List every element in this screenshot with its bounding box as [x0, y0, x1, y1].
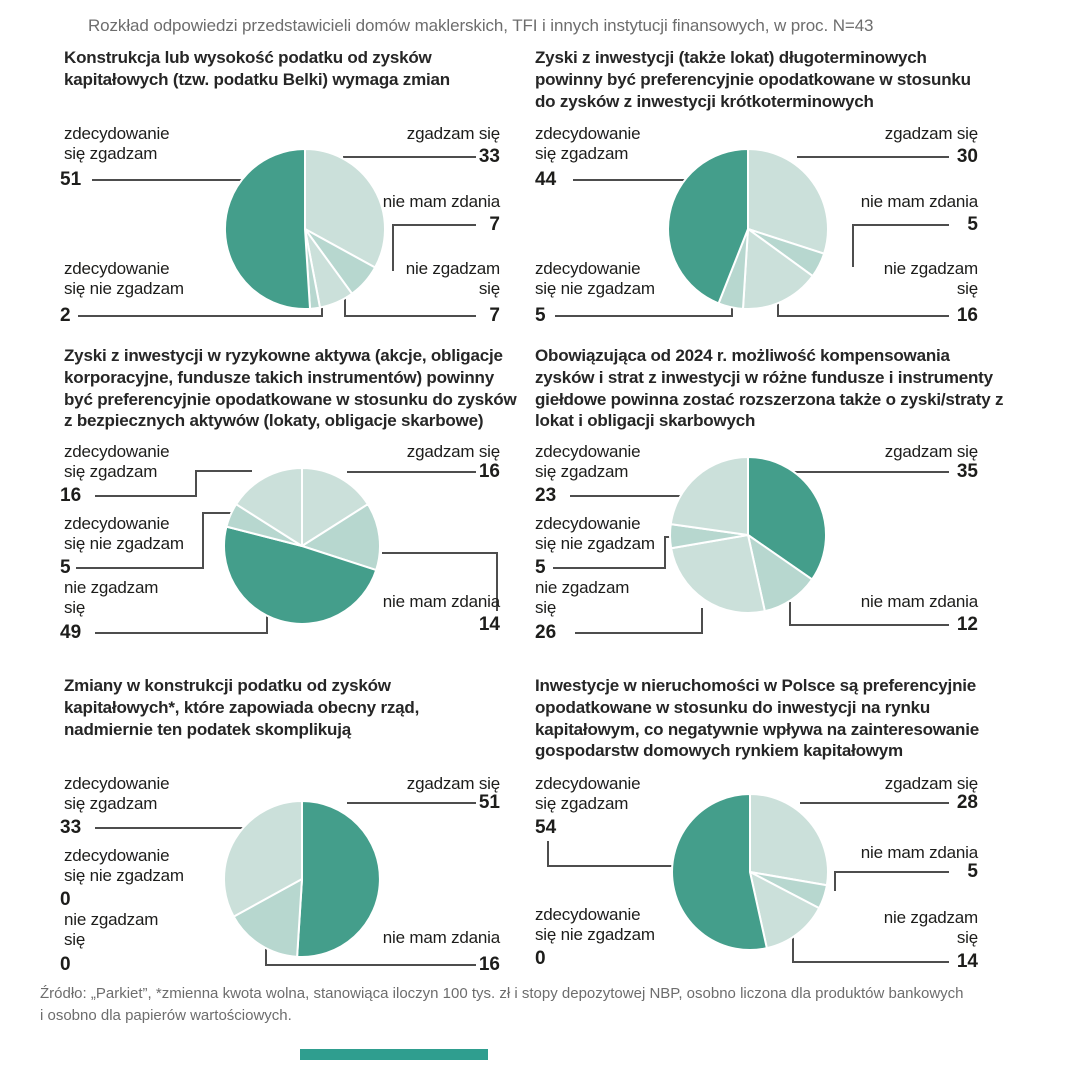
label-strongly-disagree: zdecydowanie się nie zgadzam — [535, 905, 655, 945]
pie-slice — [750, 794, 828, 885]
label-no-opinion: nie mam zdania — [382, 592, 500, 611]
label-disagree: nie zgadzam się — [64, 578, 159, 618]
value-agree: 28 — [956, 792, 978, 813]
pie-chart — [672, 794, 828, 950]
value-strongly-agree: 44 — [535, 169, 557, 190]
value-strongly-disagree: 0 — [535, 948, 546, 969]
chart-title: Konstrukcja lub wysokość podatku od zysków kapitałowych (tzw. podatku Belki) wymaga zmian — [64, 48, 450, 89]
value-strongly-agree: 54 — [535, 817, 557, 838]
label-disagree: nie zgadzam się — [405, 259, 500, 299]
pie-chart — [224, 801, 380, 957]
pie-slice — [225, 149, 310, 309]
chart-subtitle: Rozkład odpowiedzi przedstawicieli domów maklerskich, TFI i innych instytucji finansowych, w proc. N=43 — [88, 16, 874, 35]
label-agree: zgadzam się — [884, 124, 978, 143]
value-disagree: 0 — [60, 954, 71, 975]
label-strongly-disagree: zdecydowanie się nie zgadzam — [64, 846, 184, 886]
label-agree: zgadzam się — [406, 124, 500, 143]
source-note-line1: Źródło: „Parkiet”, *zmienna kwota wolna, stanowiąca iloczyn 100 tys. zł i stopy depozytowej NBP, osobno liczona dla produktów bankowych — [40, 985, 964, 1002]
chart-block-1 — [40, 45, 520, 345]
value-agree: 33 — [478, 146, 500, 167]
chart-block-5 — [40, 675, 520, 1005]
leader-line — [555, 298, 732, 316]
chart-block-3 — [40, 345, 520, 665]
chart-title: Zmiany w konstrukcji podatku od zysków kapitałowych*, które zapowiada obecny rząd, nadmiernie ten podatek skomplikują — [64, 676, 420, 739]
label-disagree: nie zgadzam się — [883, 259, 978, 299]
label-strongly-disagree: zdecydowanie się nie zgadzam — [64, 514, 184, 554]
label-strongly-agree: zdecydowanie się zgadzam — [535, 442, 641, 482]
chart-block-2 — [535, 45, 1040, 345]
label-agree: zgadzam się — [406, 442, 500, 461]
value-strongly-disagree: 5 — [535, 305, 546, 326]
source-note-line2: i osobno dla papierów wartościowych. — [40, 1006, 292, 1024]
label-agree: zgadzam się — [406, 774, 500, 793]
value-agree: 51 — [478, 792, 500, 813]
label-strongly-disagree: zdecydowanie się nie zgadzam — [64, 259, 184, 299]
label-strongly-disagree: zdecydowanie się nie zgadzam — [535, 514, 655, 554]
chart-title: Zyski z inwestycji (także lokat) długoterminowych powinny być preferencyjnie opodatkowane w stosunku do zysków z inwestycji krótkoterminowych — [535, 48, 971, 111]
value-disagree: 16 — [956, 305, 978, 326]
value-no-opinion: 14 — [478, 614, 500, 635]
label-strongly-disagree: zdecydowanie się nie zgadzam — [535, 259, 655, 299]
value-strongly-agree: 23 — [535, 485, 557, 506]
label-no-opinion: nie mam zdania — [860, 192, 978, 211]
label-no-opinion: nie mam zdania — [860, 843, 978, 862]
value-no-opinion: 5 — [967, 861, 978, 882]
chart-title: Inwestycje w nieruchomości w Polsce są preferencyjnie opodatkowane w stosunku do inwestycji na rynku kapitałowym, co negatywnie wpływa na zainteresowanie gospodarstw domowych rynkiem kapitałowym — [535, 676, 980, 761]
value-agree: 35 — [956, 461, 978, 482]
source-note — [40, 983, 1000, 1027]
pie-chart — [668, 149, 828, 309]
label-disagree: nie zgadzam się — [535, 578, 630, 618]
value-disagree: 49 — [60, 622, 82, 643]
value-strongly-agree: 33 — [60, 817, 82, 838]
chart-title: Zyski z inwestycji w ryzykowne aktywa (akcje, obligacje korporacyjne, fundusze takich instrumentów) powinny być preferencyjnie opodatkowane w stosunku do zysków z bezpiecznych aktywów (lokaty, obligacje skarbowe) — [64, 346, 517, 431]
label-disagree: nie zgadzam się — [64, 910, 159, 950]
value-strongly-agree: 16 — [60, 485, 82, 506]
value-strongly-disagree: 5 — [60, 557, 71, 578]
label-no-opinion: nie mam zdania — [860, 592, 978, 611]
value-disagree: 14 — [956, 951, 978, 972]
chart-title: Obowiązująca od 2024 r. możliwość kompensowania zysków i strat z inwestycji w różne fundusze i instrumenty giełdowe powinna zostać rozszerzona także o zyski/straty z lokat i obligacji skarbowych — [535, 346, 1004, 431]
pie-slice — [297, 801, 380, 957]
value-no-opinion: 12 — [956, 614, 978, 635]
value-agree: 30 — [956, 146, 978, 167]
value-no-opinion: 16 — [478, 954, 500, 975]
pie-chart — [670, 457, 826, 613]
label-strongly-agree: zdecydowanie się zgadzam — [535, 124, 641, 164]
chart-block-4 — [535, 345, 1040, 665]
value-disagree: 26 — [535, 622, 557, 643]
value-no-opinion: 7 — [489, 214, 500, 235]
label-no-opinion: nie mam zdania — [382, 928, 500, 947]
label-agree: zgadzam się — [884, 774, 978, 793]
pie-chart — [225, 149, 385, 309]
value-strongly-disagree: 2 — [60, 305, 71, 326]
label-strongly-agree: zdecydowanie się zgadzam — [64, 124, 170, 164]
leader-line — [548, 841, 675, 866]
label-agree: zgadzam się — [884, 442, 978, 461]
label-strongly-agree: zdecydowanie się zgadzam — [64, 774, 170, 814]
pie-slice — [671, 457, 748, 535]
label-disagree: nie zgadzam się — [883, 908, 978, 948]
value-agree: 16 — [478, 461, 500, 482]
value-strongly-agree: 51 — [60, 169, 82, 190]
value-disagree: 7 — [489, 305, 500, 326]
chart-block-6 — [535, 675, 1040, 1005]
value-strongly-disagree: 5 — [535, 557, 546, 578]
label-no-opinion: nie mam zdania — [382, 192, 500, 211]
value-strongly-disagree: 0 — [60, 889, 71, 910]
pie-chart — [224, 468, 380, 624]
label-strongly-agree: zdecydowanie się zgadzam — [535, 774, 641, 814]
value-no-opinion: 5 — [967, 214, 978, 235]
brand-bar — [300, 1049, 488, 1060]
label-strongly-agree: zdecydowanie się zgadzam — [64, 442, 170, 482]
